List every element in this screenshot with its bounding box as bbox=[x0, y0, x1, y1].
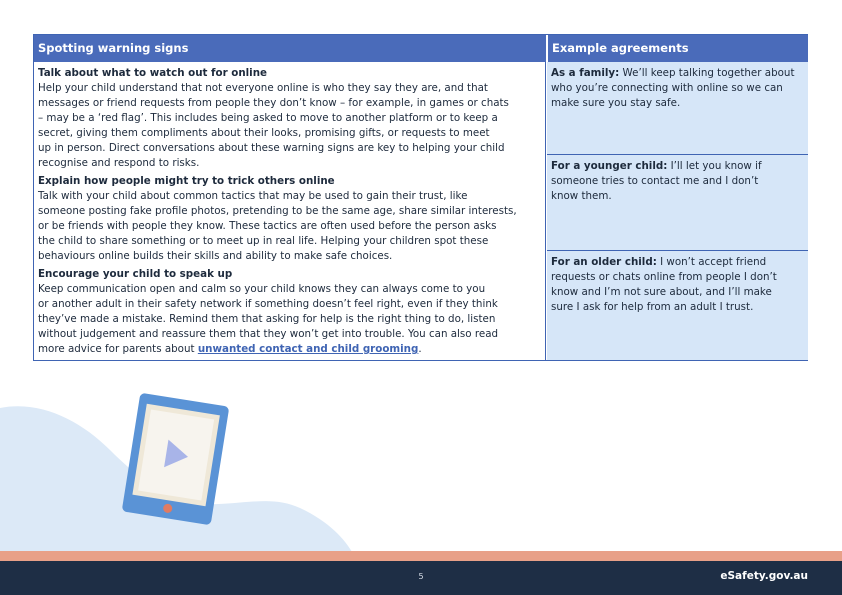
warning-signs-cell bbox=[34, 62, 546, 360]
agreement-older-child bbox=[547, 250, 808, 360]
site-name[interactable]: eSafety.gov.au bbox=[720, 570, 808, 582]
section-body: Keep communication open and calm so your child knows they can always come to you or another adult in their safety network if something doesn’t feel right, even if they think they’ve made a mistake. Remind them that asking for help is the right thing to do, listen without judgement and reassure them that they won’t get into trouble. You can also read more advice for parents about bbox=[38, 283, 499, 355]
footer-accent-band bbox=[0, 551, 842, 561]
section-heading: Encourage your child to speak up bbox=[38, 268, 233, 280]
spotting-warning-signs-header: Spotting warning signs bbox=[34, 35, 546, 62]
section-heading: Talk about what to watch out for online bbox=[38, 67, 268, 79]
agreement-label: For a younger child: bbox=[551, 160, 668, 172]
section-body: Talk with your child about common tactics that may be used to gain their trust, like someone posting fake profile photos, pretending to be the same age, share similar interests, or be friends with people they know. These tactics are often used before the person asks the child to share something or to meet up in real life. Helping your children spot these behaviours online builds their skills and ability to make safe choices. bbox=[38, 190, 517, 262]
warning-signs-table bbox=[33, 34, 808, 361]
section-body: Help your child understand that not everyone online is who they say they are, and that messages or friend requests from people they don’t know – for example, in games or chats – may be a ‘red flag’. This includes being asked to move to another platform or to keep a secret, giving them compliments about their looks, promising gifts, or requests to meet up in person. Direct conversations about these warning signs are key to helping your child recognise and respond to risks. bbox=[38, 82, 509, 169]
link-trailing-punct: . bbox=[418, 343, 422, 355]
grooming-advice-link[interactable]: unwanted contact and child grooming bbox=[197, 343, 419, 355]
agreement-label: For an older child: bbox=[551, 256, 657, 268]
agreement-text: We’ll keep talking together about who you’re connecting with online so we can make sure you stay safe. bbox=[551, 67, 795, 109]
agreement-younger-child bbox=[547, 154, 808, 250]
agreement-label: As a family: bbox=[551, 67, 620, 79]
example-agreements-header: Example agreements bbox=[547, 35, 808, 62]
section-heading: Explain how people might try to trick others online bbox=[38, 175, 335, 187]
agreement-text: I’ll let you know if someone tries to contact me and I don’t know them. bbox=[551, 160, 762, 202]
decorative-illustration bbox=[0, 390, 360, 552]
agreement-family bbox=[547, 62, 808, 154]
tablet-play-icon bbox=[122, 393, 230, 526]
agreement-text: I won’t accept friend requests or chats online from people I don’t know and I’m not sure about, and I’ll make sure I ask for help from an adult I trust. bbox=[551, 256, 777, 313]
section-body-with-link bbox=[38, 282, 545, 357]
page-number: 5 bbox=[418, 572, 424, 581]
